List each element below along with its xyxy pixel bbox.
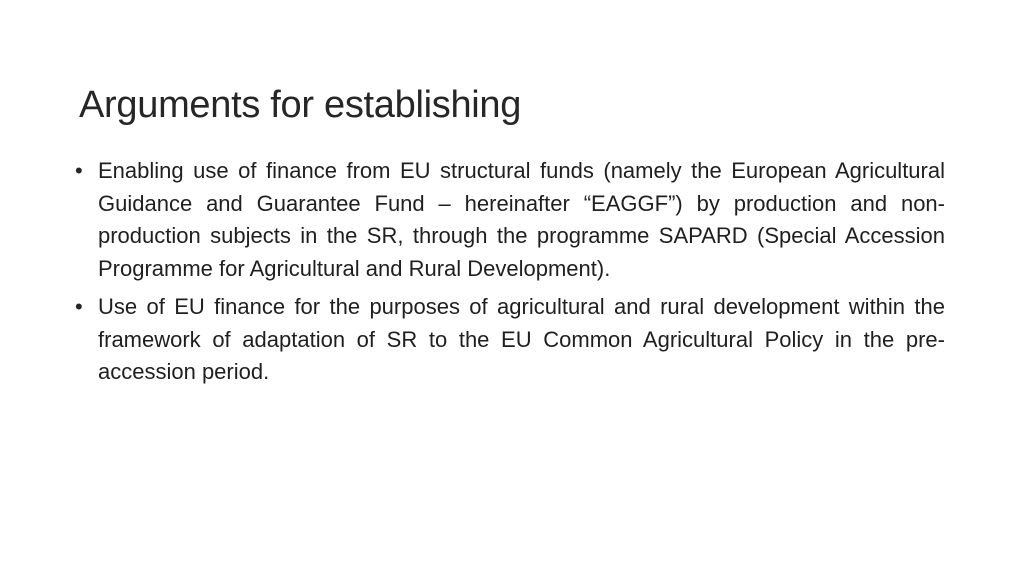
slide-title: Arguments for establishing <box>79 84 522 127</box>
bullet-item <box>75 155 945 285</box>
bullet-text: Enabling use of finance from EU structural funds (namely the European Agricultural Guidance and Guarantee Fund – hereinafter “EAGGF”) by production and non-production subjects in the SR, through the programme SAPARD (Special Accession Programme for Agricultural and Rural Development). <box>98 158 945 281</box>
bullet-text: Use of EU finance for the purposes of agricultural and rural development within the framework of adaptation of SR to the EU Common Agricultural Policy in the pre-accession period. <box>98 294 945 384</box>
bullet-icon: • <box>75 294 83 319</box>
bullet-list <box>75 155 945 395</box>
bullet-item <box>75 291 945 389</box>
bullet-icon: • <box>75 158 83 183</box>
